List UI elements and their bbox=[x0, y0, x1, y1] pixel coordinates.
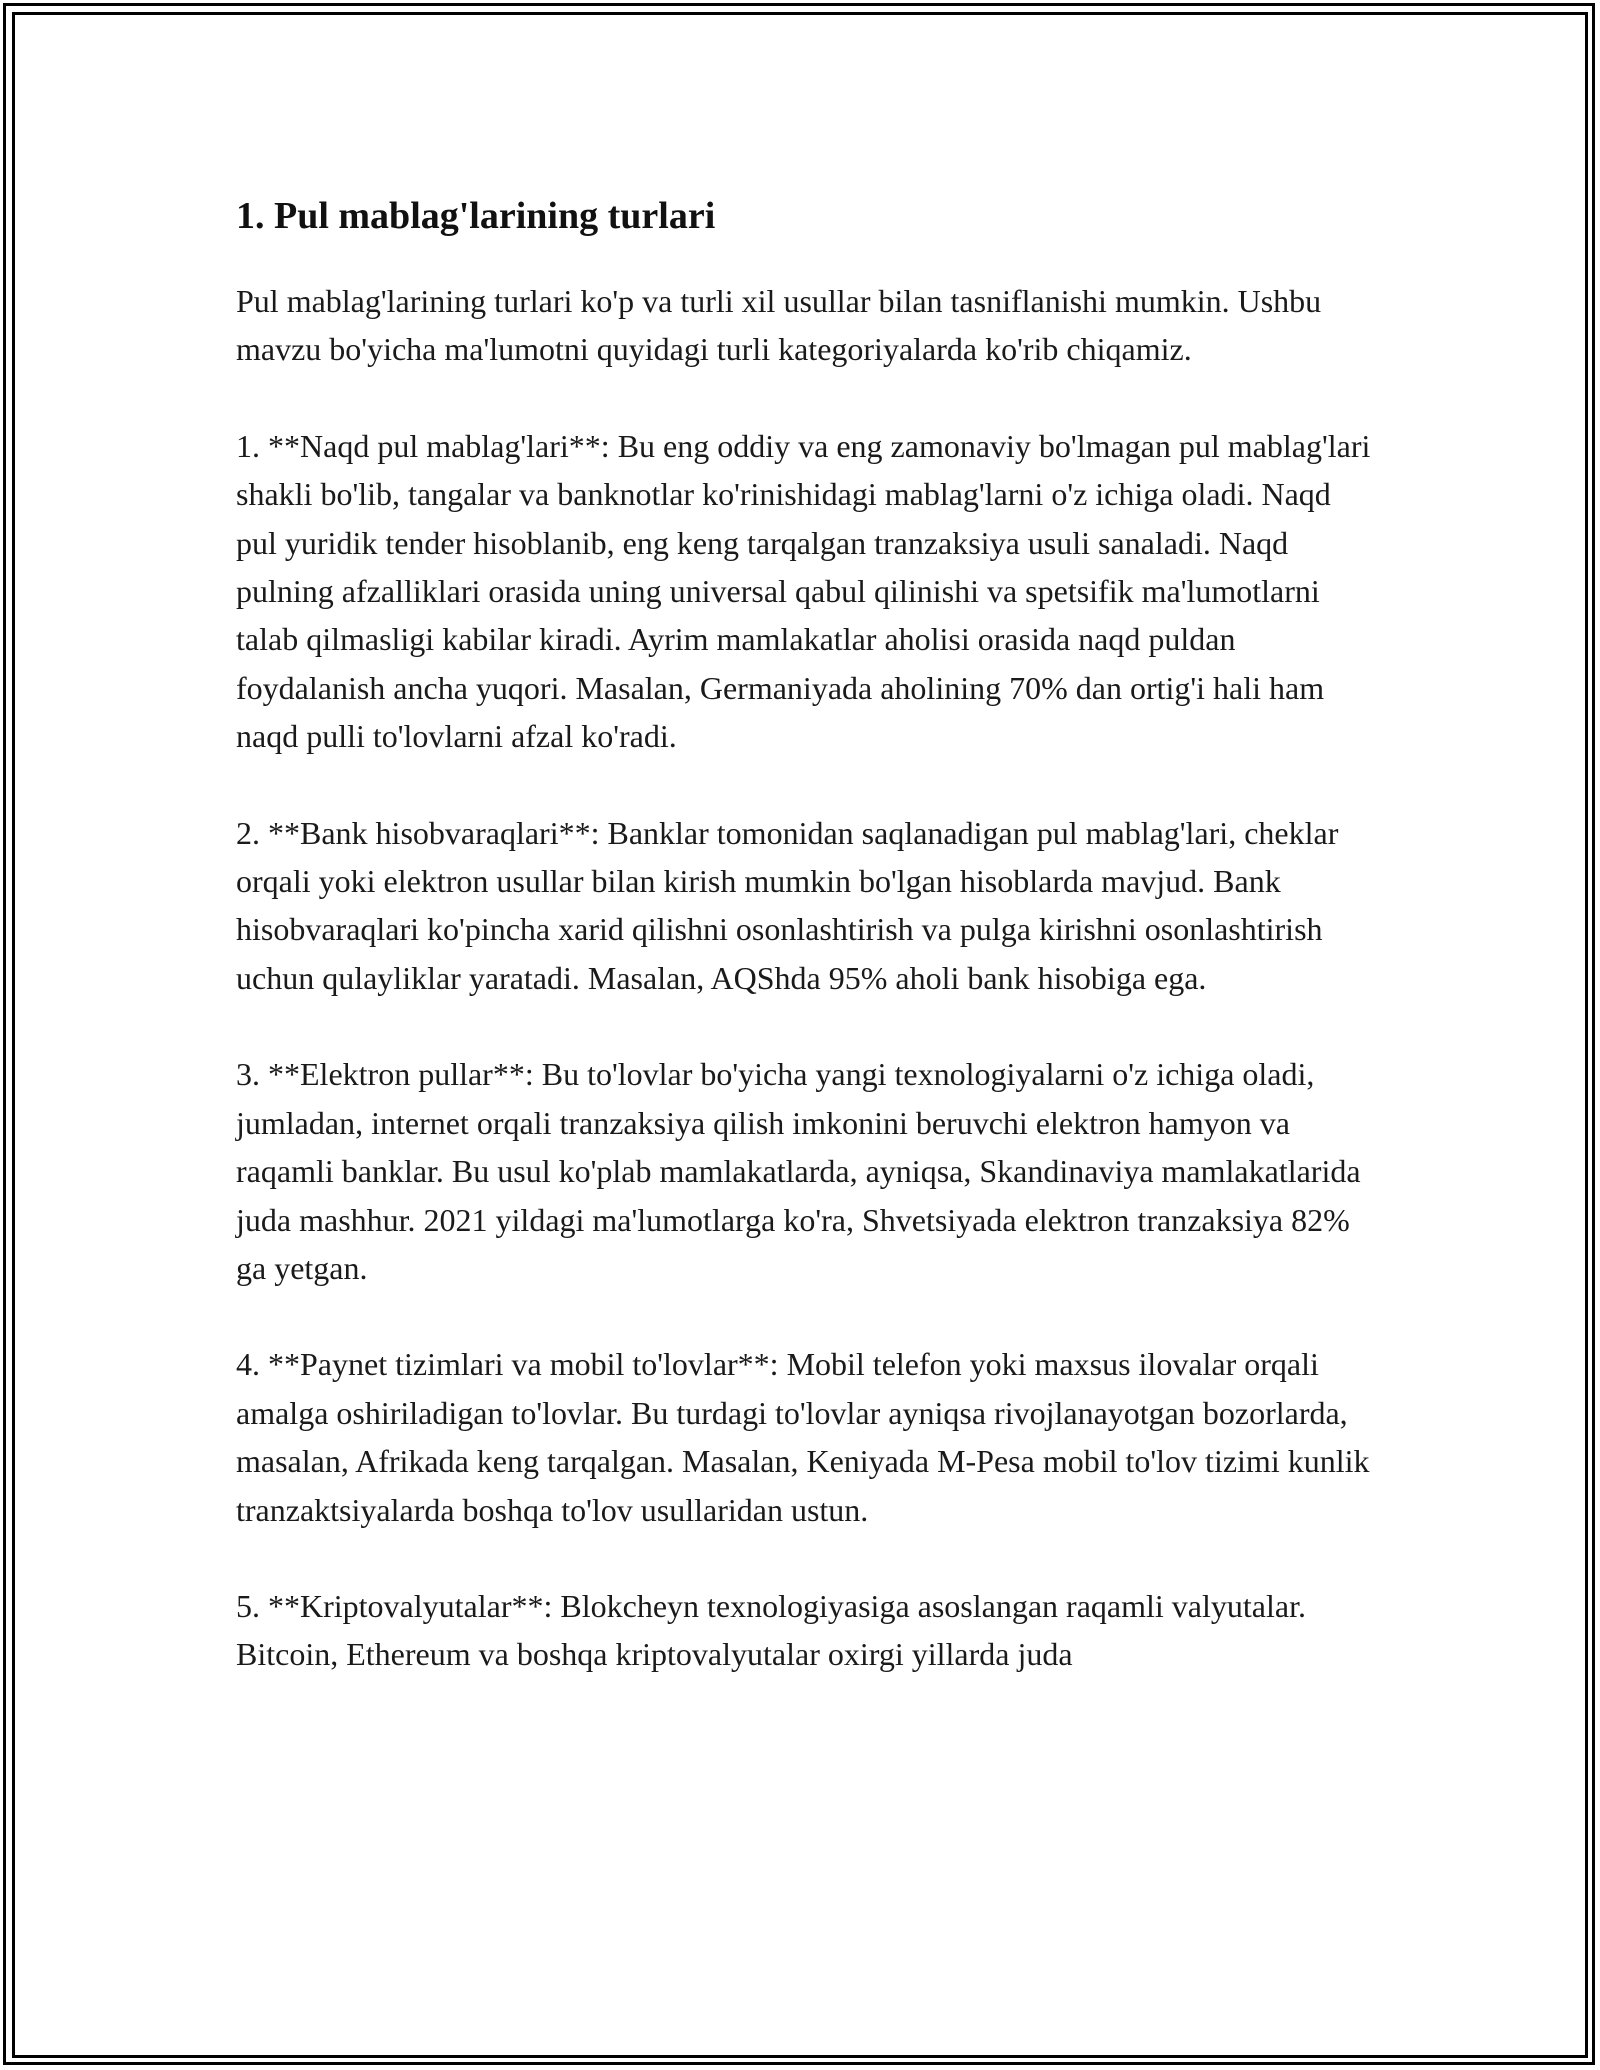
document-body bbox=[236, 185, 1371, 1679]
section-heading: 1. Pul mablag'larining turlari bbox=[236, 195, 716, 237]
paragraph-bank-accounts: 2. **Bank hisobvaraqlari**: Banklar tomonidan saqlanadigan pul mablag'lari, cheklar orqali yoki elektron usullar bilan kirish mumkin bo'lgan hisoblarda mavjud. Bank hisobvaraqlari ko'pincha xarid qilishni osonlashtirish va pulga kirishni osonlashtirish uchun qulayliklar yaratadi. Masalan, AQShda 95% aholi bank hisobiga ega. bbox=[236, 814, 1339, 996]
paragraph-cash: 1. **Naqd pul mablag'lari**: Bu eng oddiy va eng zamonaviy bo'lmagan pul mablag'lari shakli bo'lib, tangalar va banknotlar ko'rinishidagi mablag'larni o'z ichiga oladi. Naqd pul yuridik tender hisoblanib, eng keng tarqalgan tranzaksiya usuli sanaladi. Naqd pulning afzalliklari orasida uning universal qabul qilinishi va spetsifik ma'lumotlarni talab qilmasligi kabilar kiradi. Ayrim mamlakatlar aholisi orasida naqd puldan foydalanish ancha yuqori. Masalan, Germaniyada aholining 70% dan ortig'i hali ham naqd pulli to'lovlarni afzal ko'radi. bbox=[236, 427, 1371, 755]
paragraph-cryptocurrencies: 5. **Kriptovalyutalar**: Blokcheyn texnologiyasiga asoslangan raqamli valyutalar. Bitcoin, Ethereum va boshqa kriptovalyutalar oxirgi yillarda juda bbox=[236, 1587, 1306, 1673]
intro-paragraph: Pul mablag'larining turlari ko'p va turli xil usullar bilan tasniflanishi mumkin. Ushbu mavzu bo'yicha ma'lumotni quyidagi turli kategoriyalarda ko'rib chiqamiz. bbox=[236, 283, 1322, 368]
paragraph-mobile-payments: 4. **Paynet tizimlari va mobil to'lovlar**: Mobil telefon yoki maxsus ilovalar orqali amalga oshiriladigan to'lovlar. Bu turdagi to'lovlar ayniqsa rivojlanayotgan bozorlarda, masalan, Afrikada keng tarqalgan. Masalan, Keniyada M-Pesa mobil to'lov tizimi kunlik tranzaktsiyalarda boshqa to'lov usullaridan ustun. bbox=[236, 1346, 1370, 1528]
paragraph-electronic-money: 3. **Elektron pullar**: Bu to'lovlar bo'yicha yangi texnologiyalarni o'z ichiga oladi, jumladan, internet orqali tranzaksiya qilish imkonini beruvchi elektron hamyon va raqamli banklar. Bu usul ko'plab mamlakatlarda, ayniqsa, Skandinaviya mamlakatlarida juda mashhur. 2021 yildagi ma'lumotlarga ko'ra, Shvetsiyada elektron tranzaksiya 82% ga yetgan. bbox=[236, 1056, 1361, 1286]
